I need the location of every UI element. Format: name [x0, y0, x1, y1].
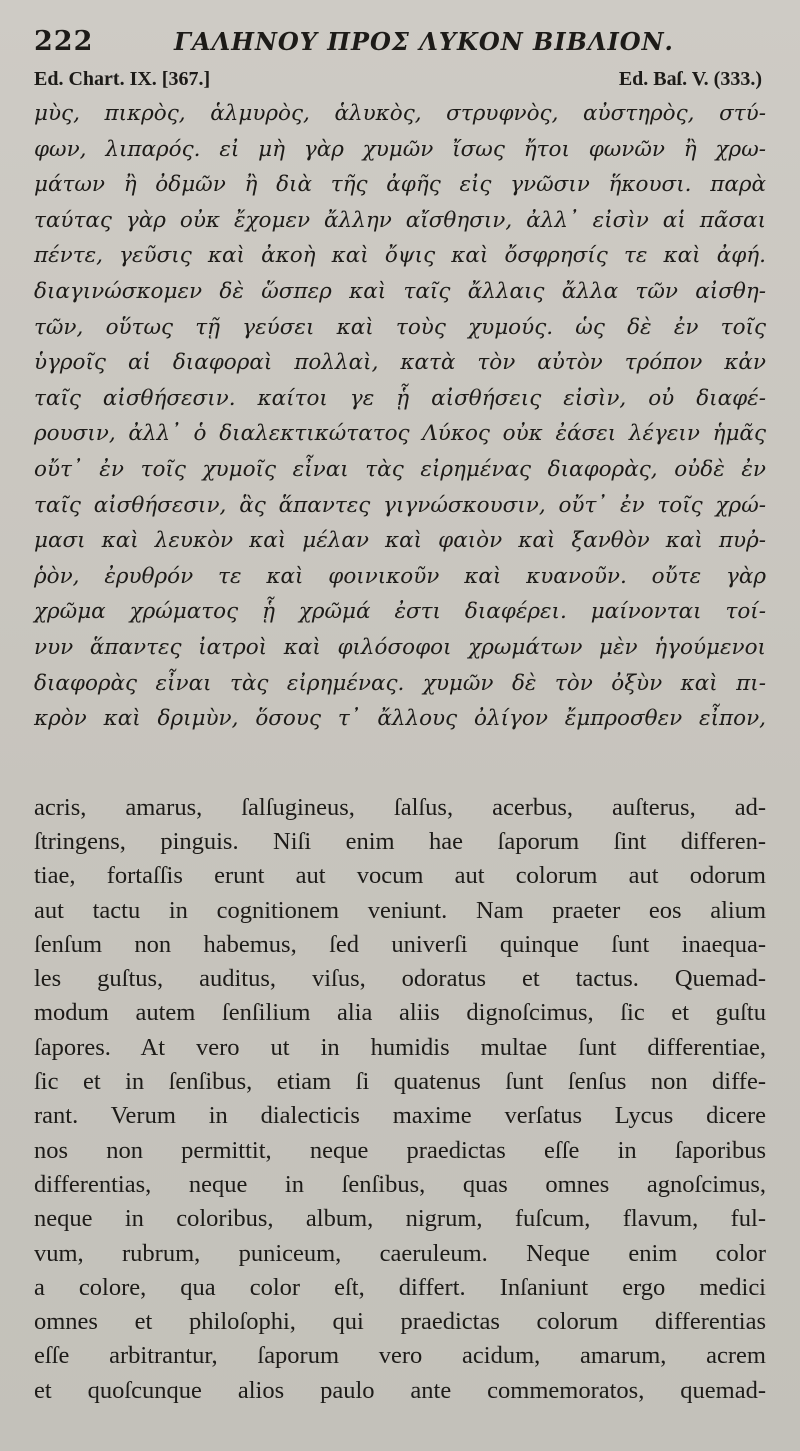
latin-text-block [34, 791, 766, 1408]
latin-text-line: tiae, fortaſſis erunt aut vocum aut colorum aut odorum [34, 862, 766, 890]
latin-text-line: et quoſcunque alios paulo ante commemoratos, quemad- [34, 1376, 766, 1404]
latin-text-line: les guſtus, auditus, viſus, odoratus et tactus. Quemad- [34, 965, 766, 993]
latin-text-line: omnes et philoſophi, qui praedictas colorum differentias [34, 1308, 766, 1336]
latin-text-line: eſſe arbitrantur, ſaporum vero acidum, amarum, acrem [34, 1342, 766, 1370]
latin-text-line: modum autem ſenſilium alia aliis dignoſcimus, ſic et guſtu [34, 999, 766, 1027]
greek-text-line: κρὸν καὶ δριμὺν, ὅσους τ᾽ ἄλλους ὀλίγον ἔμπροσθεν εἶπον, [34, 706, 766, 732]
left-edition-ref: Ed. Chart. IX. [367.] [34, 68, 211, 90]
latin-text-line: nos non permittit, neque praedictas eſſe in ſaporibus [34, 1136, 766, 1164]
greek-text-line: φων, λιπαρός. εἰ μὴ γὰρ χυμῶν ἴσως ἤτοι φωνῶν ἢ χρω- [34, 136, 766, 162]
greek-text-line: οὔτ᾽ ἐν τοῖς χυμοῖς εἶναι τὰς εἰρημένας διαφορὰς, οὐδὲ ἐν [34, 456, 766, 482]
latin-text-line: ſapores. At vero ut in humidis multae ſunt differentiae, [34, 1033, 766, 1061]
latin-text-line: ſic et in ſenſibus, etiam ſi quatenus ſunt ſenſus non diffe- [34, 1068, 766, 1096]
greek-text-line: νυν ἅπαντες ἰατροὶ καὶ φιλόσοφοι χρωμάτων μὲν ἡγούμενοι [34, 634, 766, 660]
latin-text-line: ſenſum non habemus, ſed univerſi quinque ſunt inaequa- [34, 930, 766, 958]
greek-text-line: ρουσιν, ἀλλ᾽ ὁ διαλεκτικώτατος Λύκος οὐκ ἐάσει λέγειν ἡμᾶς [34, 421, 766, 447]
greek-text-line: μασι καὶ λευκὸν καὶ μέλαν καὶ φαιὸν καὶ ξανθὸν καὶ πυῤ- [34, 528, 766, 554]
greek-text-line: μὺς, πικρὸς, ἁλμυρὸς, ἁλυκὸς, στρυφνὸς, αὐστηρὸς, στύ- [34, 101, 766, 126]
greek-text-line: ὑγροῖς αἱ διαφοραὶ πολλαὶ, κατὰ τὸν αὐτὸν τρόπον κἀν [34, 350, 766, 376]
greek-text-line: διαγινώσκομεν δὲ ὥσπερ καὶ ταῖς ἄλλαις ἄλλα τῶν αἰσθη- [34, 278, 766, 304]
greek-text-line: διαφορὰς εἶναι τὰς εἰρημένας. χυμῶν δὲ τὸν ὀξὺν καὶ πι- [34, 670, 766, 696]
page-header [34, 26, 766, 66]
greek-text-line: ταῖς αἰσθήσεσιν, ἃς ἅπαντες γιγνώσκουσιν, οὔτ᾽ ἐν τοῖς χρώ- [34, 492, 766, 518]
latin-text-line: vum, rubrum, puniceum, caeruleum. Neque enim color [34, 1239, 766, 1267]
greek-text-line: τῶν, οὕτως τῇ γεύσει καὶ τοὺς χυμούς. ὡς δὲ ἐν τοῖς [34, 314, 766, 340]
latin-text-line: ſtringens, pinguis. Niſi enim hae ſaporum ſint differen- [34, 827, 766, 855]
right-edition-ref: Ed. Baſ. V. (333.) [618, 68, 762, 90]
latin-text-line: differentias, neque in ſenſibus, quas omnes agnoſcimus, [34, 1170, 766, 1198]
greek-text-line: ταύτας γὰρ οὐκ ἔχομεν ἄλλην αἴσθησιν, ἀλλ᾽ εἰσὶν αἱ πᾶσαι [34, 207, 766, 233]
greek-text-block [34, 96, 766, 737]
greek-text-line: πέντε, γεῦσις καὶ ἀκοὴ καὶ ὄψις καὶ ὄσφρησίς τε καὶ ἀφή. [34, 243, 766, 269]
latin-text-line: rant. Verum in dialecticis maxime verſatus Lycus dicere [34, 1102, 766, 1130]
page-number: 222 [34, 26, 94, 57]
latin-text-line: acris, amarus, ſalſugineus, ſalſus, acerbus, auſterus, ad- [34, 793, 766, 821]
greek-text-line: μάτων ἢ ὀδμῶν ἢ διὰ τῆς ἀφῆς εἰς γνῶσιν ἥκουσι. παρὰ [34, 172, 766, 198]
greek-text-line: ταῖς αἰσθήσεσιν. καίτοι γε ᾗ αἰσθήσεις εἰσὶν, οὐ διαφέ- [34, 385, 766, 411]
latin-text-line: neque in coloribus, album, nigrum, fuſcum, flavum, ful- [34, 1205, 766, 1233]
latin-text-line: aut tactu in cognitionem veniunt. Nam praeter eos alium [34, 896, 766, 924]
greek-text-line: ῥὸν, ἐρυθρόν τε καὶ φοινικοῦν καὶ κυανοῦν. οὔτε γὰρ [34, 563, 766, 589]
column-gap [34, 737, 766, 791]
latin-text-line: a colore, qua color eſt, differt. Inſaniunt ergo medici [34, 1273, 766, 1301]
running-title: ΓΑΛΗΝΟΥ ΠΡΟΣ ΛΥΚΟΝ ΒΙΒΛΙΟΝ. [174, 27, 674, 56]
edition-references [34, 68, 766, 94]
greek-text-line: χρῶμα χρώματος ᾗ χρῶμά ἐστι διαφέρει. μαίνονται τοί- [34, 599, 766, 625]
